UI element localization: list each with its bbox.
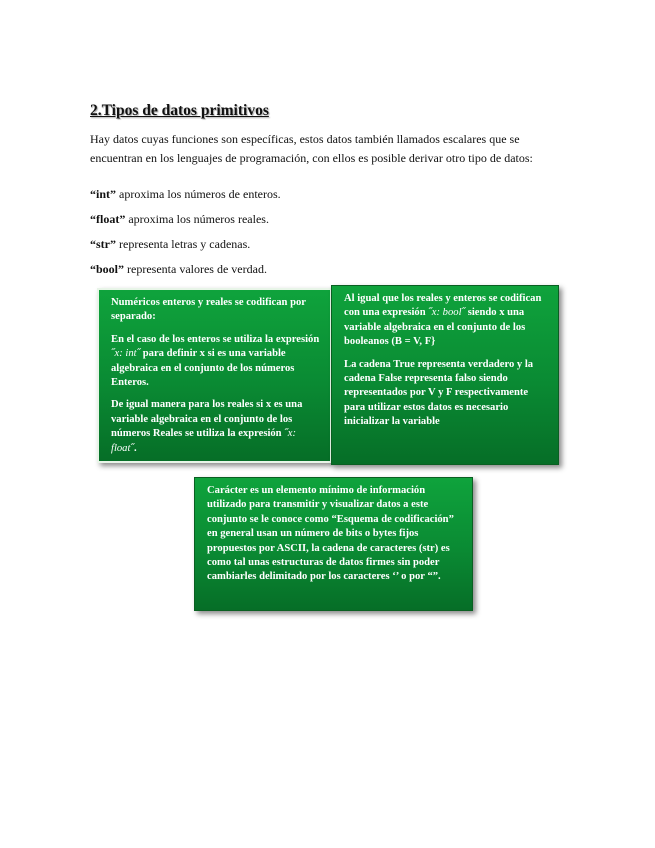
text-run: para definir x si es una variable algebraica en el conjunto de los números Enteros. — [111, 348, 295, 389]
type-keyword: “bool” — [90, 262, 125, 276]
section-heading: 2.Tipos de datos primitivos — [90, 102, 269, 119]
type-description: representa valores de verdad. — [124, 262, 267, 276]
code-expression: ˝x: bool˝ — [428, 307, 466, 319]
text-run: En el caso de los enteros se utiliza la expresión — [111, 333, 320, 345]
type-keyword: “float” — [90, 212, 126, 226]
text-run: . — [133, 442, 137, 454]
intro-paragraph: Hay datos cuyas funciones son específicas, estos datos también llamados escalares que se encuentran en los lenguajes de programación, con ellos es posible derivar otro tipo de datos: — [90, 132, 533, 165]
boolean-type-box — [331, 285, 559, 465]
type-item-str — [90, 236, 250, 252]
type-item-bool — [90, 261, 267, 277]
box-paragraph: La cadena True representa verdadero y la cadena False representa falso siendo representados por V y F respectivamente para utilizar estos datos es necesario inicializar la variable — [344, 358, 534, 428]
box-paragraph: Carácter es un elemento mínimo de información utilizado para transmitir y visualizar datos a este conjunto se le conoce como “Esquema de codificación” en general usan un número de bits o bytes fijos propuestos por ASCII, la cadena de caracteres (str) es como tal unas estructuras de datos firmes sin poder cambiarles delimitado por los caracteres ‘’ o por “”. — [207, 485, 454, 583]
type-keyword: “str” — [90, 237, 116, 251]
text-run: De igual manera para los reales si x es una variable algebraica en el conjunto de los números Reales se utiliza la expresión — [111, 399, 303, 440]
code-expression: ˝x: float˝ — [111, 428, 296, 454]
type-description: aproxima los números reales. — [125, 212, 269, 226]
type-item-int — [90, 186, 281, 202]
type-description: representa letras y cadenas. — [116, 237, 251, 251]
box-paragraph — [111, 333, 320, 391]
type-description: aproxima los números de enteros. — [116, 187, 281, 201]
text-run: Al igual que los reales y enteros se codifican con una expresión — [344, 293, 542, 319]
box-paragraph — [344, 292, 548, 350]
text-run: siendo x una variable algebraica en el conjunto de los booleanos (B = V, F} — [344, 307, 526, 348]
box-paragraph: Numéricos enteros y reales se codifican por separado: — [111, 297, 306, 323]
character-type-box — [194, 477, 473, 611]
box-paragraph — [111, 398, 320, 456]
type-keyword: “int” — [90, 187, 117, 201]
type-item-float — [90, 211, 269, 227]
code-expression: ˝x: int˝ — [111, 348, 141, 360]
numeric-types-box — [97, 288, 332, 463]
